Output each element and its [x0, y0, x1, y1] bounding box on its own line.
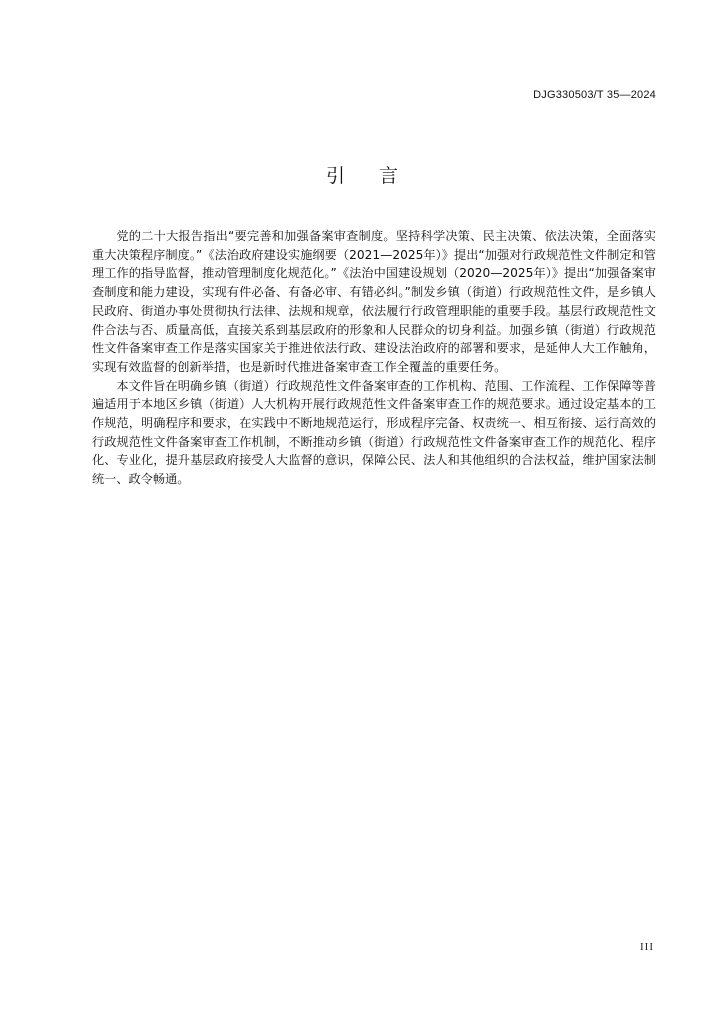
- body-text: [92, 227, 656, 489]
- page-number: III: [640, 941, 654, 953]
- paragraph-1: 党的二十大报告指出“要完善和加强备案审查制度。坚持科学决策、民主决策、依法决策，全面落实重大决策程序制度。”《法治政府建设实施纲要（2021—2025年）》提出“加强对行政规范性文件制定和管理工作的指导监督，推动管理制度化规范化。”《法治中国建设规划（2020—2025年）》提出“加强备案审查制度和能力建设，实现有件必备、有备必审、有错必纠。”制发乡镇（街道）行政规范性文件，是乡镇人民政府、街道办事处贯彻执行法律、法规和规章，依法履行行政管理职能的重要手段。基层行政规范性文件合法与否、质量高低，直接关系到基层政府的形象和人民群众的切身利益。加强乡镇（街道）行政规范性文件备案审查工作是落实国家关于推进依法行政、建设法治政府的部署和要求，是延伸人大工作触角，实现有效监督的创新举措，也是新时代推进备案审查工作全覆盖的重要任务。: [92, 229, 656, 374]
- document-code: DJG330503/T 35—2024: [533, 89, 656, 101]
- section-title: 引言: [325, 165, 432, 187]
- paragraph-2: 本文件旨在明确乡镇（街道）行政规范性文件备案审查的工作机构、范围、工作流程、工作保障等普遍适用于本地区乡镇（街道）人大机构开展行政规范性文件备案审查工作的规范要求。通过设定基本的工作规范，明确程序和要求，在实践中不断地规范运行，形成程序完备、权责统一、相互衔接、运行高效的行政规范性文件备案审查工作机制，不断推动乡镇（街道）行政规范性文件备案审查工作的规范化、程序化、专业化，提升基层政府接受人大监督的意识，保障公民、法人和其他组织的合法权益，维护国家法制统一、政令畅通。: [92, 378, 656, 487]
